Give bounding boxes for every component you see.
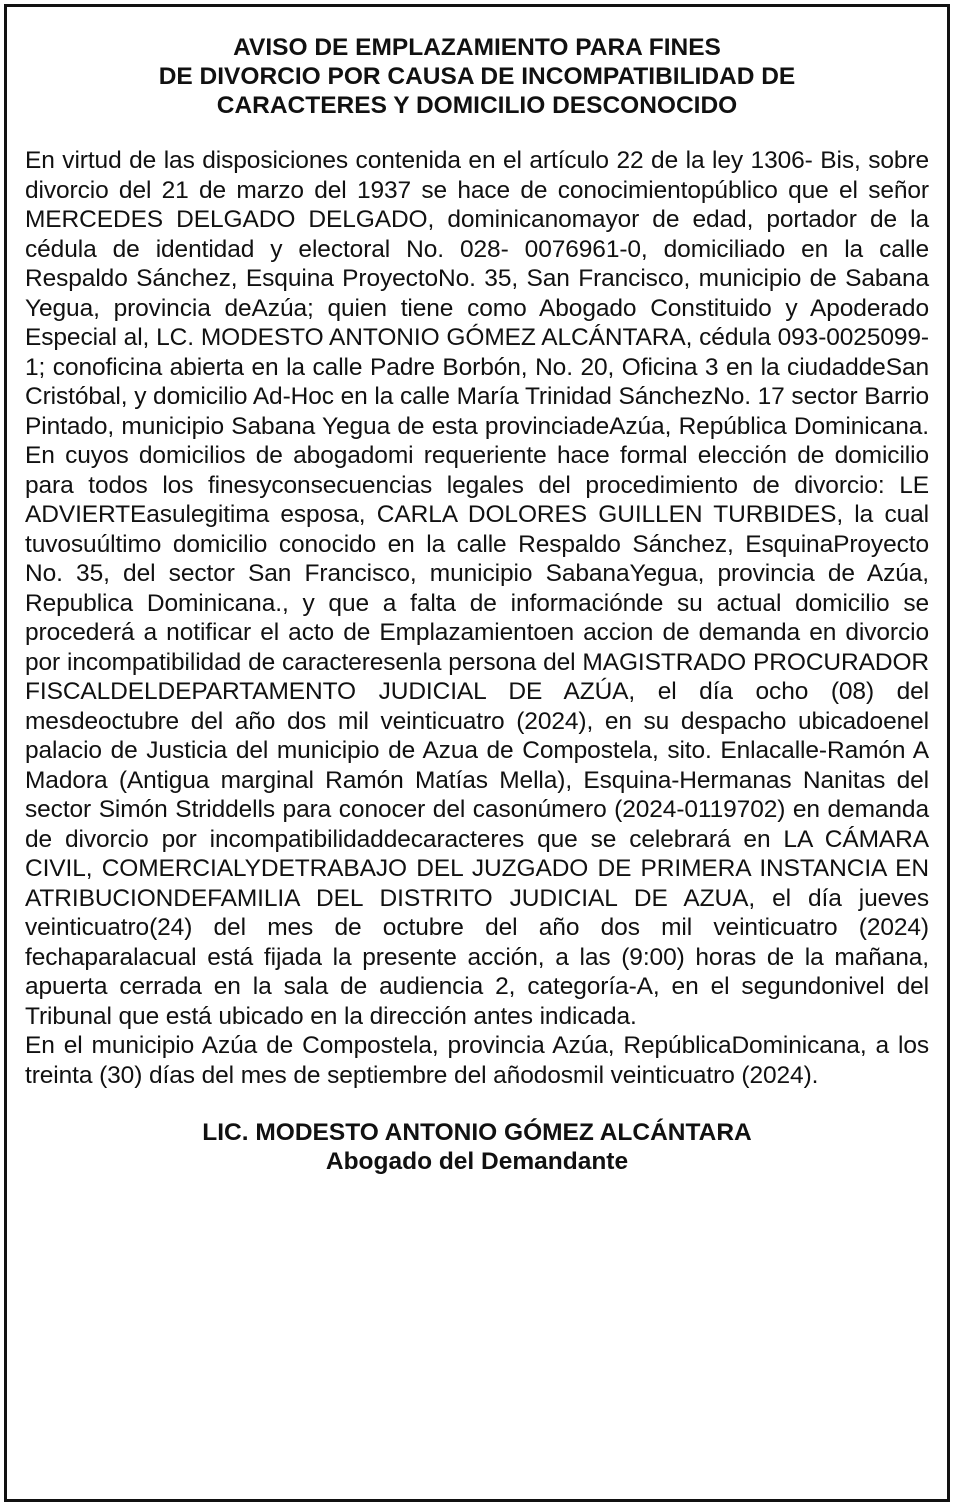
notice-body: En virtud de las disposiciones contenida en el artículo 22 de la ley 1306- Bis, sobre divorcio del 21 de marzo del 1937 se hace de conocimientopúblico que el señor MERCEDES DELGADO DELGADO, dominicanomayor de edad, portador de la cédula de identidad y electoral No. 028- 0076961-0, domiciliado en la calle Respaldo Sánchez, Esquina ProyectoNo. 35, San Francisco, municipio de Sabana Yegua, provincia deAzúa; quien tiene como Abogado Constituido y Apoderado Especial al, LC. MODESTO ANTONIO GÓMEZ ALCÁNTARA, cédula 093-0025099-1; conoficina abierta en la calle Padre Borbón, No. 20, Oficina 3 en la ciudaddeSan Cristóbal, y domicilio Ad-Hoc en la calle María Trinidad SánchezNo. 17 sector Barrio Pintado, municipio Sabana Yegua de esta provinciadeAzúa, República Dominicana. En cuyos domicilios de abogadomi requeriente hace formal elección de domicilio para todos los finesyconsecuencias legales del procedimiento de divorcio: LE ADVIERTEasulegitima esposa, CARLA DOLORES GUILLEN TURBIDES, la cual tuvosuúltimo domicilio conocido en la calle Respaldo Sánchez, EsquinaProyecto No. 35, del sector San Francisco, municipio SabanaYegua, provincia de Azúa, Republica Dominicana., y que a falta de informaciónde su actual domicilio se procederá a notificar el acto de Emplazamientoen accion de demanda en divorcio por incompatibilidad de caracteresenla persona del MAGISTRADO PROCURADOR FISCALDELDEPARTAMENTO JUDICIAL DE AZÚA, el día ocho (08) del mesdeoctubre del año dos mil veinticuatro (2024), en su despacho ubicadoenel palacio de Justicia del municipio de Azua de Compostela, sito. Enlacalle-Ramón A Madora (Antigua marginal Ramón Matías Mella), Esquina-Hermanas Nanitas del sector Simón Striddells para conocer del casonúmero (2024-0119702) en demanda de divorcio por incompatibilidaddecaracteres que se celebrará en LA CÁMARA CIVIL, COMERCIALYDETRABAJO DEL JUZGADO DE PRIMERA INSTANCIA EN ATRIBUCIONDEFAMILIA DEL DISTRITO JUDICIAL DE AZUA, el día jueves veinticuatro(24) del mes de octubre del año dos mil veinticuatro (2024) fechaparalacual está fijada la presente acción, a las (9:00) horas de la mañana, apuerta cerrada en la sala de audiencia 2, categoría-A, en el segundonivel del Tribunal que está ubicado en la dirección antes indicada. (25, 147, 929, 1030)
title-line-3: CARACTERES Y DOMICILIO DESCONOCIDO (216, 92, 738, 119)
signature-name: LIC. MODESTO ANTONIO GÓMEZ ALCÁNTARA (202, 1119, 752, 1146)
notice-title (25, 33, 929, 120)
title-line-2: DE DIVORCIO POR CAUSA DE INCOMPATIBILIDAD DE (158, 63, 796, 90)
notice-content (25, 33, 929, 1176)
notice-closing: En el municipio Azúa de Compostela, provincia Azúa, RepúblicaDominicana, a los treinta (30) días del mes de septiembre del añodosmil veinticuatro (2024). (25, 1032, 929, 1089)
notice-frame (4, 4, 950, 1502)
signature-block (25, 1118, 929, 1176)
signature-role: Abogado del Demandante (325, 1148, 629, 1175)
title-line-1: AVISO DE EMPLAZAMIENTO PARA FINES (233, 34, 721, 61)
